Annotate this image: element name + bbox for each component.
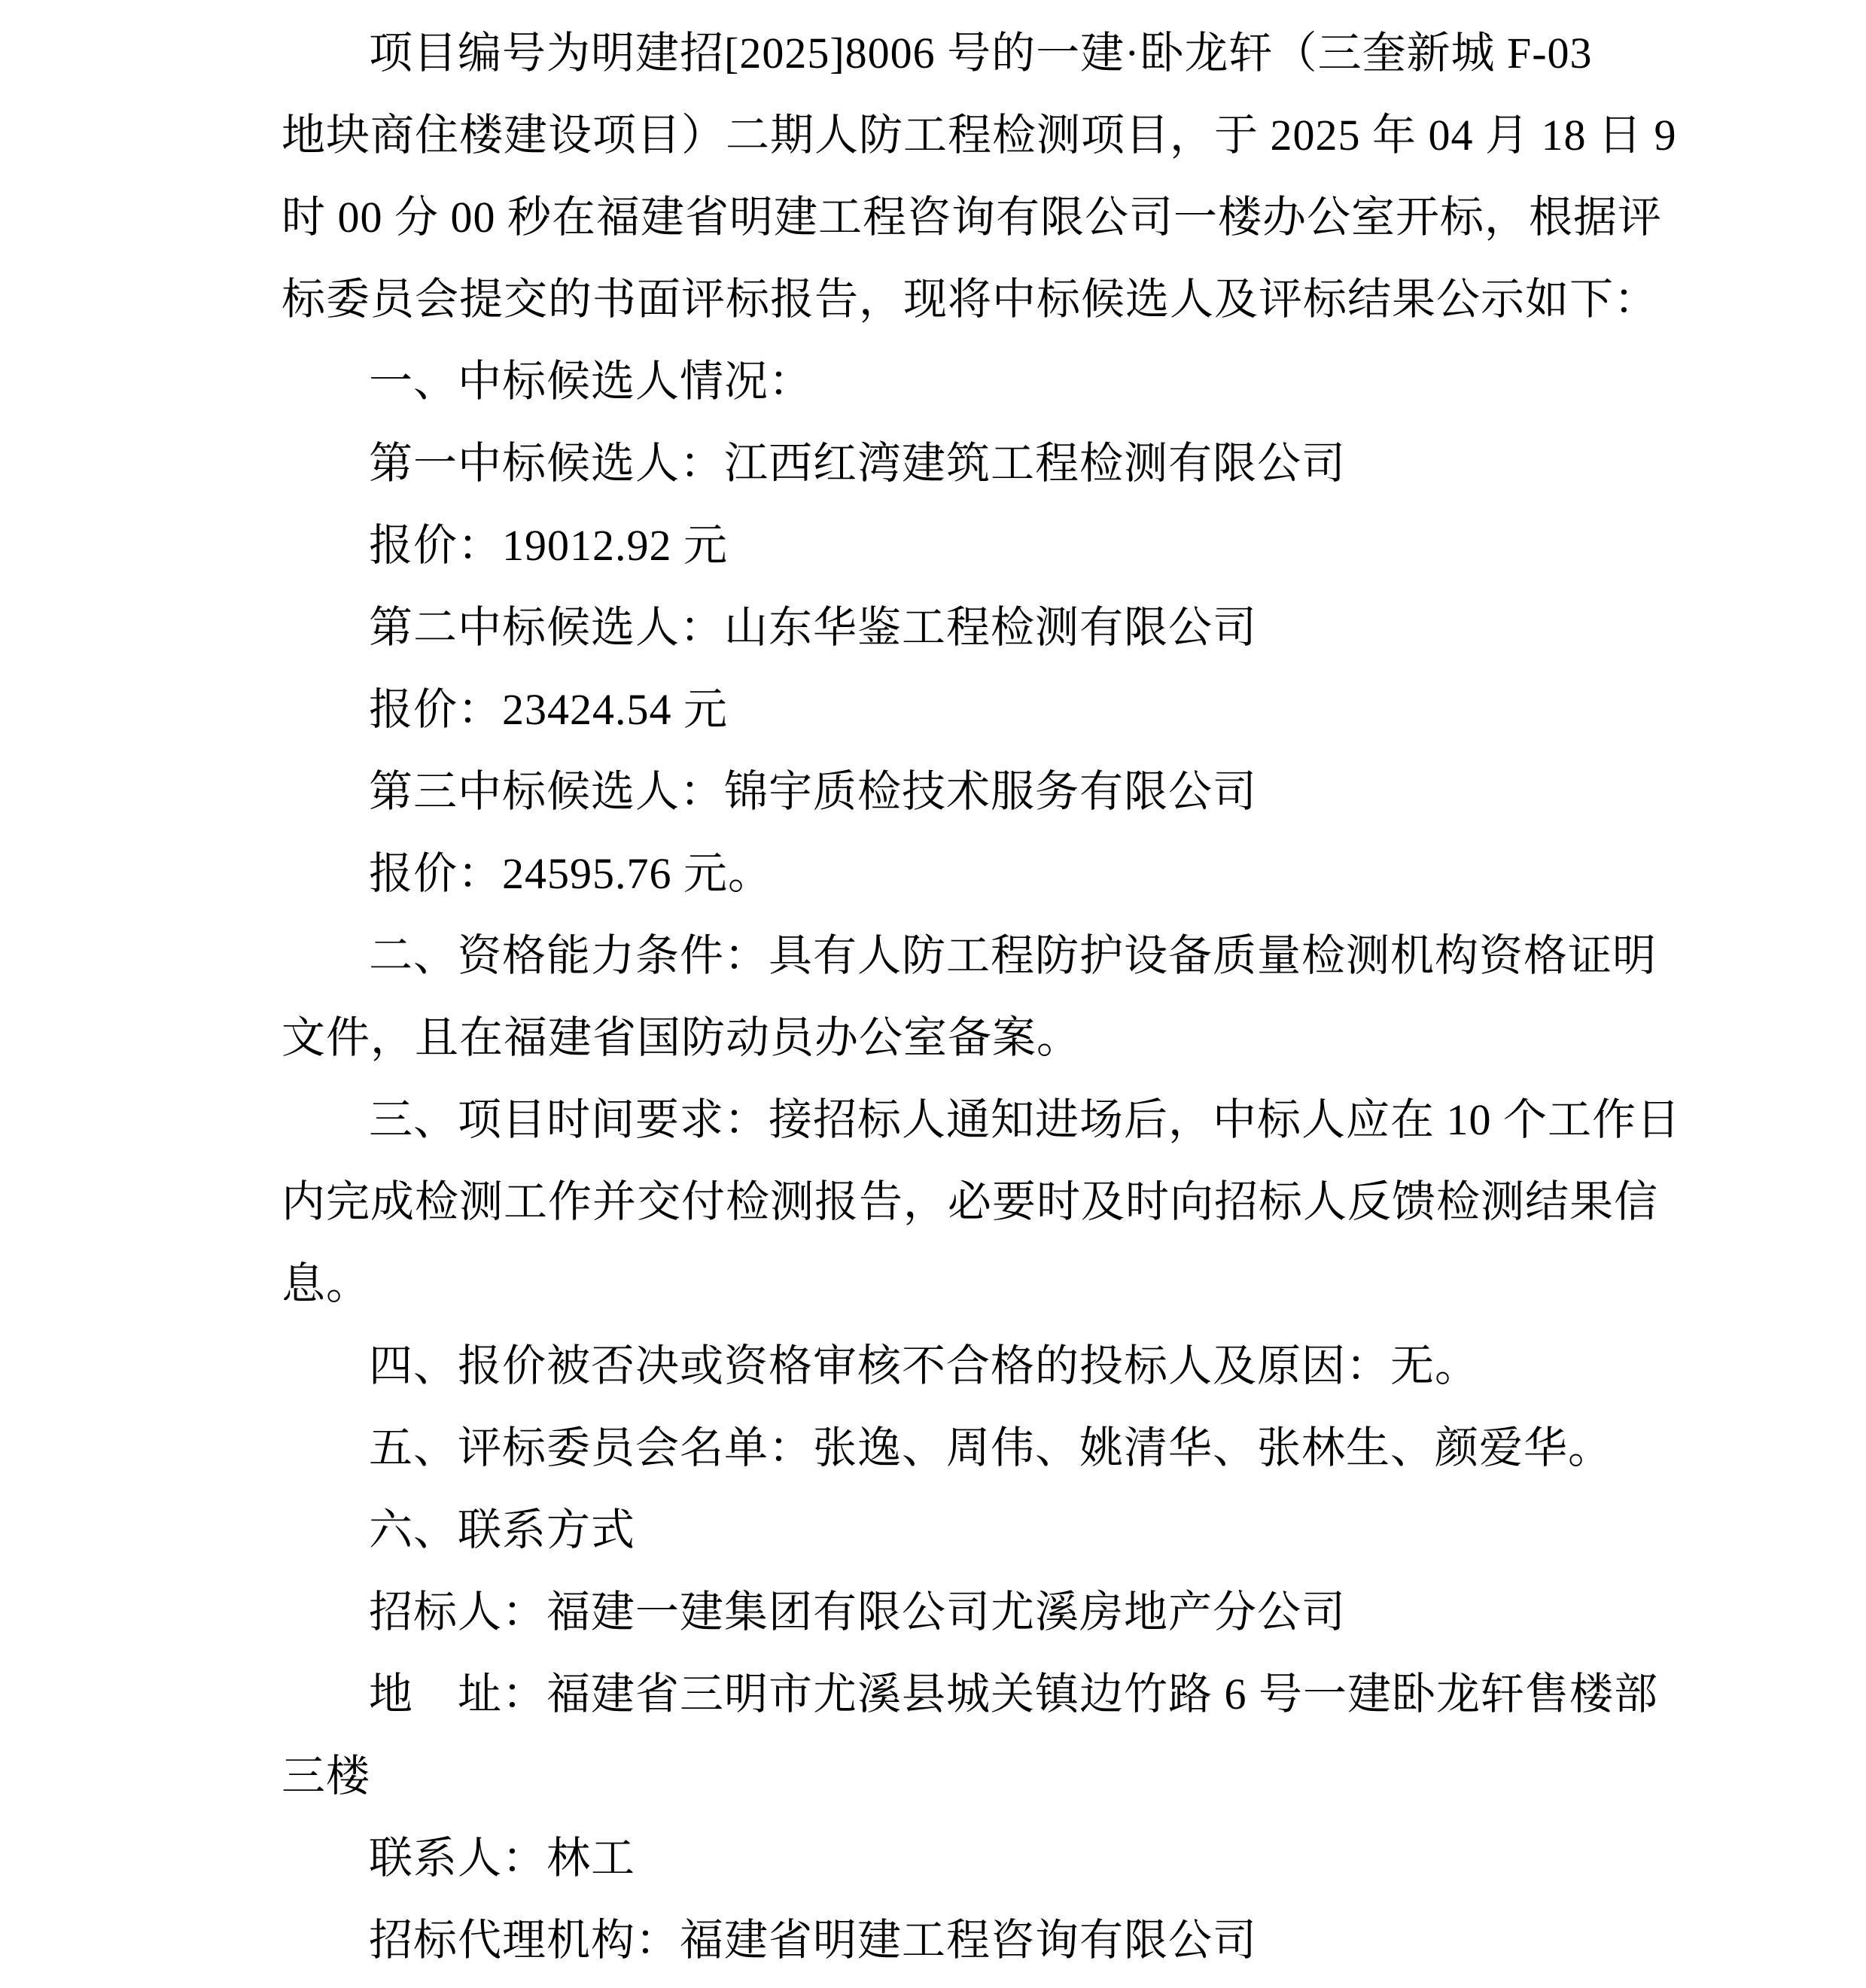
candidate-1-name-line: 第一中标候选人：江西红湾建筑工程检测有限公司: [369, 439, 1347, 488]
address-line: 三楼: [282, 1752, 371, 1801]
section-6-heading: 六、联系方式: [369, 1505, 636, 1554]
address-line: 地 址：福建省三明市尤溪县城关镇边竹路 6 号一建卧龙轩售楼部: [369, 1670, 1659, 1719]
paragraph-intro-line: 地块商住楼建设项目）二期人防工程检测项目，于 2025 年 04 月 18 日 9: [282, 111, 1677, 160]
contact-person-line: 联系人：林工: [369, 1834, 636, 1883]
section-4-rejected-line: 四、报价被否决或资格审核不合格的投标人及原因：无。: [369, 1341, 1480, 1390]
section-3-time-line: 息。: [282, 1259, 371, 1308]
paragraph-intro-line: 项目编号为明建招[2025]8006 号的一建·卧龙轩（三奎新城 F-03: [369, 29, 1593, 78]
tenderer-line: 招标人：福建一建集团有限公司尤溪房地产分公司: [369, 1588, 1347, 1636]
candidate-2-price-line: 报价：23424.54 元: [369, 685, 729, 734]
agency-line: 招标代理机构：福建省明建工程咨询有限公司: [369, 1916, 1258, 1965]
section-2-qualification-line: 二、资格能力条件：具有人防工程防护设备质量检测机构资格证明: [369, 931, 1657, 980]
paragraph-intro-line: 标委员会提交的书面评标报告，现将中标候选人及评标结果公示如下：: [282, 275, 1659, 324]
candidate-3-name-line: 第三中标候选人：锦宇质检技术服务有限公司: [369, 767, 1258, 816]
paragraph-intro-line: 时 00 分 00 秒在福建省明建工程咨询有限公司一楼办公室开标，根据评: [282, 193, 1663, 242]
section-1-heading: 一、中标候选人情况：: [369, 357, 814, 406]
section-3-time-line: 内完成检测工作并交付检测报告，必要时及时向招标人反馈检测结果信: [282, 1177, 1659, 1226]
section-5-committee-line: 五、评标委员会名单：张逸、周伟、姚清华、张林生、颜爱华。: [369, 1423, 1613, 1472]
section-3-time-line: 三、项目时间要求：接招标人通知进场后，中标人应在 10 个工作日: [369, 1095, 1682, 1144]
section-2-qualification-line: 文件，且在福建省国防动员办公室备案。: [282, 1013, 1082, 1062]
candidate-2-name-line: 第二中标候选人：山东华鉴工程检测有限公司: [369, 603, 1258, 652]
candidate-3-price-line: 报价：24595.76 元。: [369, 849, 773, 898]
candidate-1-price-line: 报价：19012.92 元: [369, 521, 729, 570]
